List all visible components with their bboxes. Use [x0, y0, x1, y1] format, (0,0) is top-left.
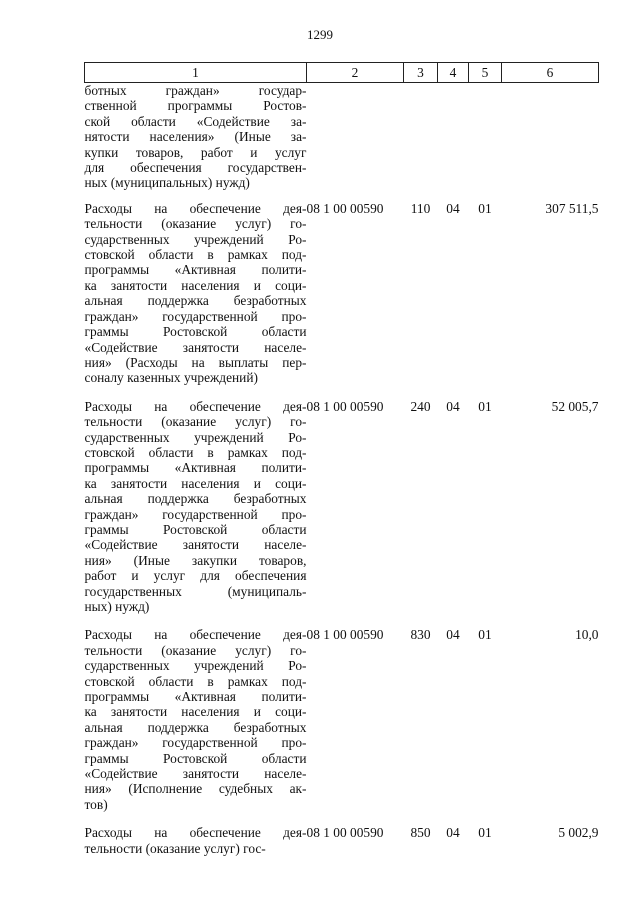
description-line: ния» (Расходы на выплаты пер- — [84, 354, 307, 370]
description-line: тельности (оказание услуг) го- — [84, 414, 307, 430]
row-section: 04 — [446, 627, 460, 643]
table-row — [85, 825, 599, 869]
page-number: 1299 — [307, 27, 333, 42]
description-line: граждан» государственной про- — [84, 735, 307, 751]
row-target-code: 08 1 00 00590 — [306, 627, 384, 643]
row-subsection: 01 — [478, 627, 492, 643]
description-line: ния» (Исполнение судебных ак- — [84, 781, 307, 797]
header-col-4: 4 — [438, 63, 469, 83]
description-line: сударственных учреждений Ро- — [84, 658, 307, 674]
row-amount: 52 005,7 — [551, 398, 599, 414]
description-line: тов) — [84, 796, 108, 812]
row-expense-type: 240 — [410, 398, 431, 414]
row-target-code — [307, 83, 404, 201]
description-line: сударственных учреждений Ро- — [84, 429, 307, 445]
description-line: «Содействие занятости населе- — [84, 339, 307, 355]
description-line: стовской области в рамках под- — [84, 673, 307, 689]
description-line: стовской области в рамках под- — [84, 444, 307, 460]
description-line: Расходы на обеспечение дея- — [84, 200, 307, 216]
description-line: граммы Ростовской области — [84, 750, 307, 766]
table-row — [85, 627, 599, 825]
header-col-6: 6 — [502, 63, 599, 83]
description-line: программы «Активная полити- — [84, 460, 307, 476]
description-line: соналу казенных учреждений) — [84, 370, 258, 386]
row-target-code: 08 1 00 00590 — [306, 200, 384, 216]
description-line: ка занятости населения и соци- — [84, 277, 307, 293]
row-subsection — [469, 83, 502, 201]
description-line: ботных граждан» государ- — [84, 83, 307, 98]
description-line: государственных (муниципаль- — [84, 583, 307, 599]
description-line: граждан» государственной про- — [84, 308, 307, 324]
row-description — [85, 825, 307, 869]
header-col-1: 1 — [85, 63, 307, 83]
header-col-5: 5 — [469, 63, 502, 83]
budget-table — [84, 62, 599, 869]
description-line: нятости населения» (Иные за- — [84, 129, 307, 145]
row-amount: 5 002,9 — [558, 825, 599, 841]
row-section: 04 — [446, 200, 460, 216]
description-line: сударственных учреждений Ро- — [84, 231, 307, 247]
description-line: тельности (оказание услуг) гос- — [84, 840, 266, 856]
row-expense-type: 850 — [410, 825, 431, 841]
table-header — [85, 63, 599, 83]
table-row — [85, 399, 599, 628]
row-subsection: 01 — [478, 398, 492, 414]
description-line: альная поддержка безработных — [84, 491, 307, 507]
row-amount: 10,0 — [575, 627, 599, 643]
row-subsection: 01 — [478, 200, 492, 216]
row-expense-type — [404, 83, 438, 201]
description-line: ных (муниципальных) нужд) — [84, 175, 250, 191]
description-line: для обеспечения государствен- — [84, 160, 307, 176]
description-line: Расходы на обеспечение дея- — [84, 398, 307, 414]
row-target-code: 08 1 00 00590 — [306, 398, 384, 414]
table-body — [85, 83, 599, 870]
header-col-2: 2 — [307, 63, 404, 83]
description-line: граммы Ростовской области — [84, 521, 307, 537]
row-amount — [502, 83, 599, 201]
description-line: ка занятости населения и соци- — [84, 704, 307, 720]
row-expense-type: 830 — [410, 627, 431, 643]
description-line: альная поддержка безработных — [84, 293, 307, 309]
description-line: граждан» государственной про- — [84, 506, 307, 522]
description-line: Расходы на обеспечение дея- — [84, 825, 307, 841]
description-line: стовской области в рамках под- — [84, 247, 307, 263]
description-line: программы «Активная полити- — [84, 689, 307, 705]
row-amount: 307 511,5 — [545, 200, 599, 216]
table-row — [85, 83, 599, 201]
description-line: тельности (оказание услуг) го- — [84, 642, 307, 658]
row-expense-type: 110 — [410, 200, 431, 216]
description-line: тельности (оказание услуг) го- — [84, 216, 307, 232]
header-col-3: 3 — [404, 63, 438, 83]
row-section — [438, 83, 469, 201]
row-subsection: 01 — [478, 825, 492, 841]
description-line: ных) нужд) — [84, 599, 150, 614]
description-line: ственной программы Ростов- — [84, 98, 307, 114]
row-target-code: 08 1 00 00590 — [306, 825, 384, 841]
row-description — [85, 201, 307, 399]
row-description — [85, 399, 307, 628]
description-line: ской области «Содействие за- — [84, 113, 307, 129]
description-line: альная поддержка безработных — [84, 719, 307, 735]
row-section: 04 — [446, 825, 460, 841]
description-line: Расходы на обеспечение дея- — [84, 627, 307, 643]
description-line: ния» (Иные закупки товаров, — [84, 552, 307, 568]
description-line: работ и услуг для обеспечения — [84, 568, 307, 584]
description-line: граммы Ростовской области — [84, 324, 307, 340]
description-line: купки товаров, работ и услуг — [84, 144, 307, 160]
row-section: 04 — [446, 398, 460, 414]
table-row — [85, 201, 599, 399]
row-description — [85, 627, 307, 825]
description-line: «Содействие занятости населе- — [84, 537, 307, 553]
description-line: ка занятости населения и соци- — [84, 475, 307, 491]
header-row — [85, 63, 599, 83]
description-line: «Содействие занятости населе- — [84, 766, 307, 782]
description-line: программы «Активная полити- — [84, 262, 307, 278]
row-description — [85, 83, 307, 201]
